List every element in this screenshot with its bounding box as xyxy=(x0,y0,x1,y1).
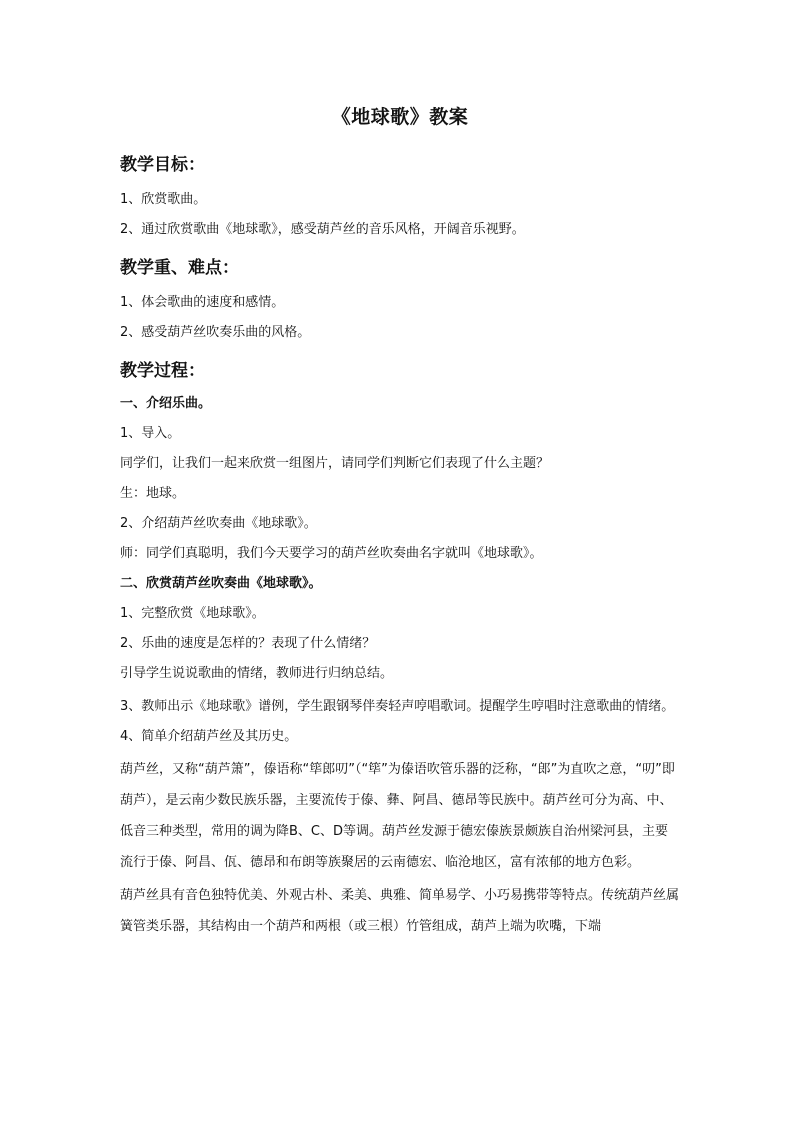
hulusi-history-paragraph: 葫芦丝，又称“葫芦箫”，傣语称“筚郎叨”（“筚”为傣语吹管乐器的泛称，“郎”为直吹之意，“叨”即葫芦），是云南少数民族乐器，主要流传于傣、彝、阿昌、德昂等民族中。葫芦丝可分为高、中、低音三种类型，常用的调为降B、C、D等调。葫芦丝发源于德宏傣族景颇族自治州梁河县，主要流行于傣、阿昌、佤、德昂和布朗等族聚居的云南德宏、临沧地区，富有浓郁的地方色彩。 xyxy=(120,762,675,870)
hulusi-features-paragraph: 葫芦丝具有音色独特优美、外观古朴、柔美、典雅、简单易学、小巧易携带等特点。传统葫芦丝属簧管类乐器，其结构由一个葫芦和两根（或三根）竹管组成，葫芦上端为吹嘴，下端 xyxy=(120,888,680,934)
key-points-heading: 教学重、难点： xyxy=(120,258,239,278)
process-part2-line-4: 3、教师出示《地球歌》谱例，学生跟钢琴伴奏轻声哼唱歌词。提醒学生哼唱时注意歌曲的情绪。 xyxy=(120,699,675,714)
objective-item-1: 1、欣赏歌曲。 xyxy=(120,192,207,207)
process-part2-line-3: 引导学生说说歌曲的情绪，教师进行归纳总结。 xyxy=(120,666,394,681)
key-point-item-2: 2、感受葫芦丝吹奏乐曲的风格。 xyxy=(120,325,311,340)
document-content xyxy=(120,104,680,942)
process-part1-line-1: 1、导入。 xyxy=(120,426,181,441)
process-part1-heading: 一、介绍乐曲。 xyxy=(120,396,212,411)
process-part1-line-2: 同学们，让我们一起来欣赏一组图片，请同学们判断它们表现了什么主题？ xyxy=(120,456,550,471)
process-part1-line-4: 2、介绍葫芦丝吹奏曲《地球歌》。 xyxy=(120,516,317,531)
process-part2-line-5: 4、简单介绍葫芦丝及其历史。 xyxy=(120,729,298,744)
process-heading: 教学过程： xyxy=(120,361,205,381)
process-part1-line-3: 生：地球。 xyxy=(120,486,186,501)
key-point-item-1: 1、体会歌曲的速度和感情。 xyxy=(120,295,285,310)
process-part2-line-2: 2、乐曲的速度是怎样的？表现了什么情绪？ xyxy=(120,636,376,651)
process-part1-line-5: 师：同学们真聪明，我们今天要学习的葫芦丝吹奏曲名字就叫《地球歌》。 xyxy=(120,546,543,561)
process-part2-line-1: 1、完整欣赏《地球歌》。 xyxy=(120,606,265,621)
objective-item-2: 2、通过欣赏歌曲《地球歌》，感受葫芦丝的音乐风格，开阔音乐视野。 xyxy=(120,222,525,237)
document-title: 《地球歌》教案 xyxy=(331,106,469,128)
objectives-heading: 教学目标： xyxy=(120,155,205,175)
process-part2-heading: 二、欣赏葫芦丝吹奏曲《地球歌》。 xyxy=(120,576,322,591)
